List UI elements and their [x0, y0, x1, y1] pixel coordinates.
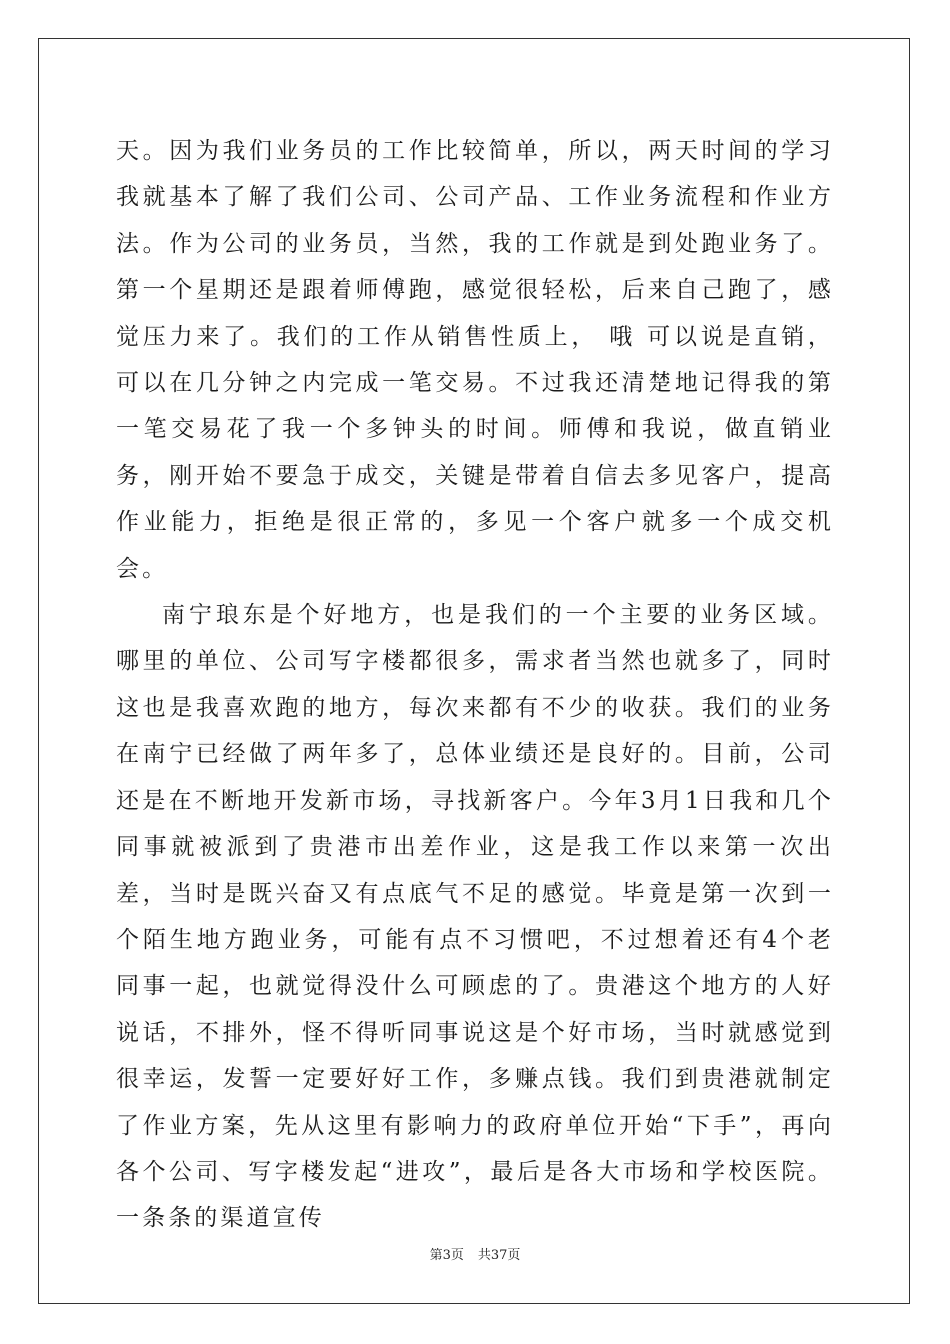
page-footer [0, 1247, 950, 1265]
body-paragraph-1: 天。因为我们业务员的工作比较简单，所以，两天时间的学习我就基本了解了我们公司、公司产品、工作业务流程和作业方法。作为公司的业务员，当然，我的工作就是到处跑业务了。第一个星期还是跟着师傅跑，感觉很轻松，后来自己跑了，感觉压力来了。我们的工作从销售性质上， 哦 可以说是直销，可以在几分钟之内完成一笔交易。不过我还清楚地记得我的第一笔交易花了我一个多钟头的时间。师傅和我说，做直销业务，刚开始不要急于成交，关键是带着自信去多见客户，提高作业能力，拒绝是很正常的，多见一个客户就多一个成交机会。 [116, 138, 834, 582]
page-total: 共37页 [477, 1248, 521, 1263]
page-number: 第3页 [429, 1248, 464, 1263]
body-paragraph-2: 南宁琅东是个好地方，也是我们的一个主要的业务区域。哪里的单位、公司写字楼都很多，需求者当然也就多了，同时这也是我喜欢跑的地方，每次来都有不少的收获。我们的业务在南宁已经做了两年多了，总体业绩还是良好的。目前，公司还是在不断地开发新市场，寻找新客户。今年3月1日我和几个同事就被派到了贵港市出差作业，这是我工作以来第一次出差，当时是既兴奋又有点底气不足的感觉。毕竟是第一次到一个陌生地方跑业务，可能有点不习惯吧，不过想着还有4个老同事一起，也就觉得没什么可顾虑的了。贵港这个地方的人好说话，不排外，怪不得听同事说这是个好市场，当时就感觉到很幸运，发誓一定要好好工作，多赚点钱。我们到贵港就制定了作业方案，先从这里有影响力的政府单位开始“下手”，再向各个公司、写字楼发起“进攻”，最后是各大市场和学校医院。一条条的渠道宣传 [116, 602, 834, 1232]
document-body [116, 128, 834, 1242]
